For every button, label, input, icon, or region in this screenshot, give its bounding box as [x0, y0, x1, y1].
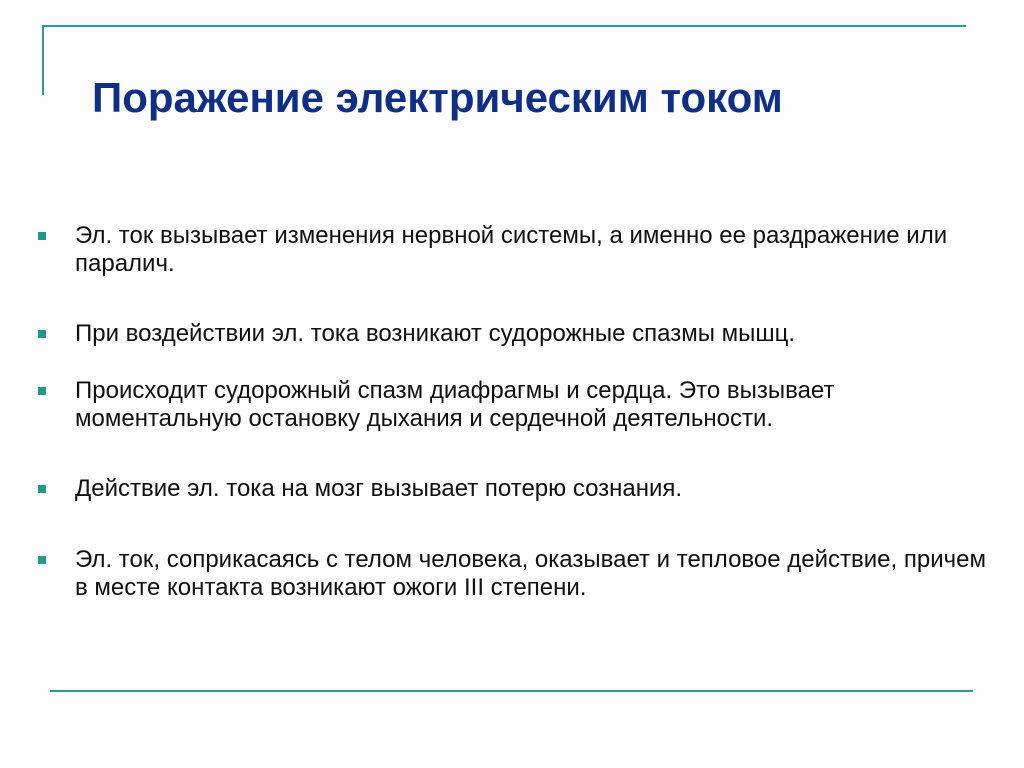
bullet-list [36, 222, 996, 602]
square-bullet-icon [38, 387, 46, 395]
bullet-item [36, 222, 996, 278]
square-bullet-icon [38, 556, 46, 564]
bullet-text: Действие эл. тока на мозг вызывает потерю сознания. [75, 475, 683, 502]
slide-title: Поражение электрическим током [92, 74, 783, 122]
bullet-text: Происходит судорожный спазм диафрагмы и сердца. Это вызывает моментальную остановку дыхания и сердечной деятельности. [75, 377, 835, 432]
top-divider-line [42, 25, 966, 27]
bullet-item [36, 377, 996, 433]
square-bullet-icon [38, 330, 46, 338]
bullet-text: При воздействии эл. тока возникают судорожные спазмы мышц. [75, 320, 796, 347]
bullet-item [36, 546, 996, 602]
bullet-item [36, 320, 996, 348]
square-bullet-icon [38, 232, 46, 240]
square-bullet-icon [38, 485, 46, 493]
bullet-text: Эл. ток, соприкасаясь с телом человека, оказывает и тепловое действие, причем в месте контакта возникают ожоги III степени. [75, 546, 986, 601]
bullet-text: Эл. ток вызывает изменения нервной системы, а именно ее раздражение или паралич. [75, 222, 948, 277]
bullet-item [36, 475, 996, 503]
bottom-divider-line [50, 690, 973, 692]
left-accent-line [42, 25, 44, 95]
